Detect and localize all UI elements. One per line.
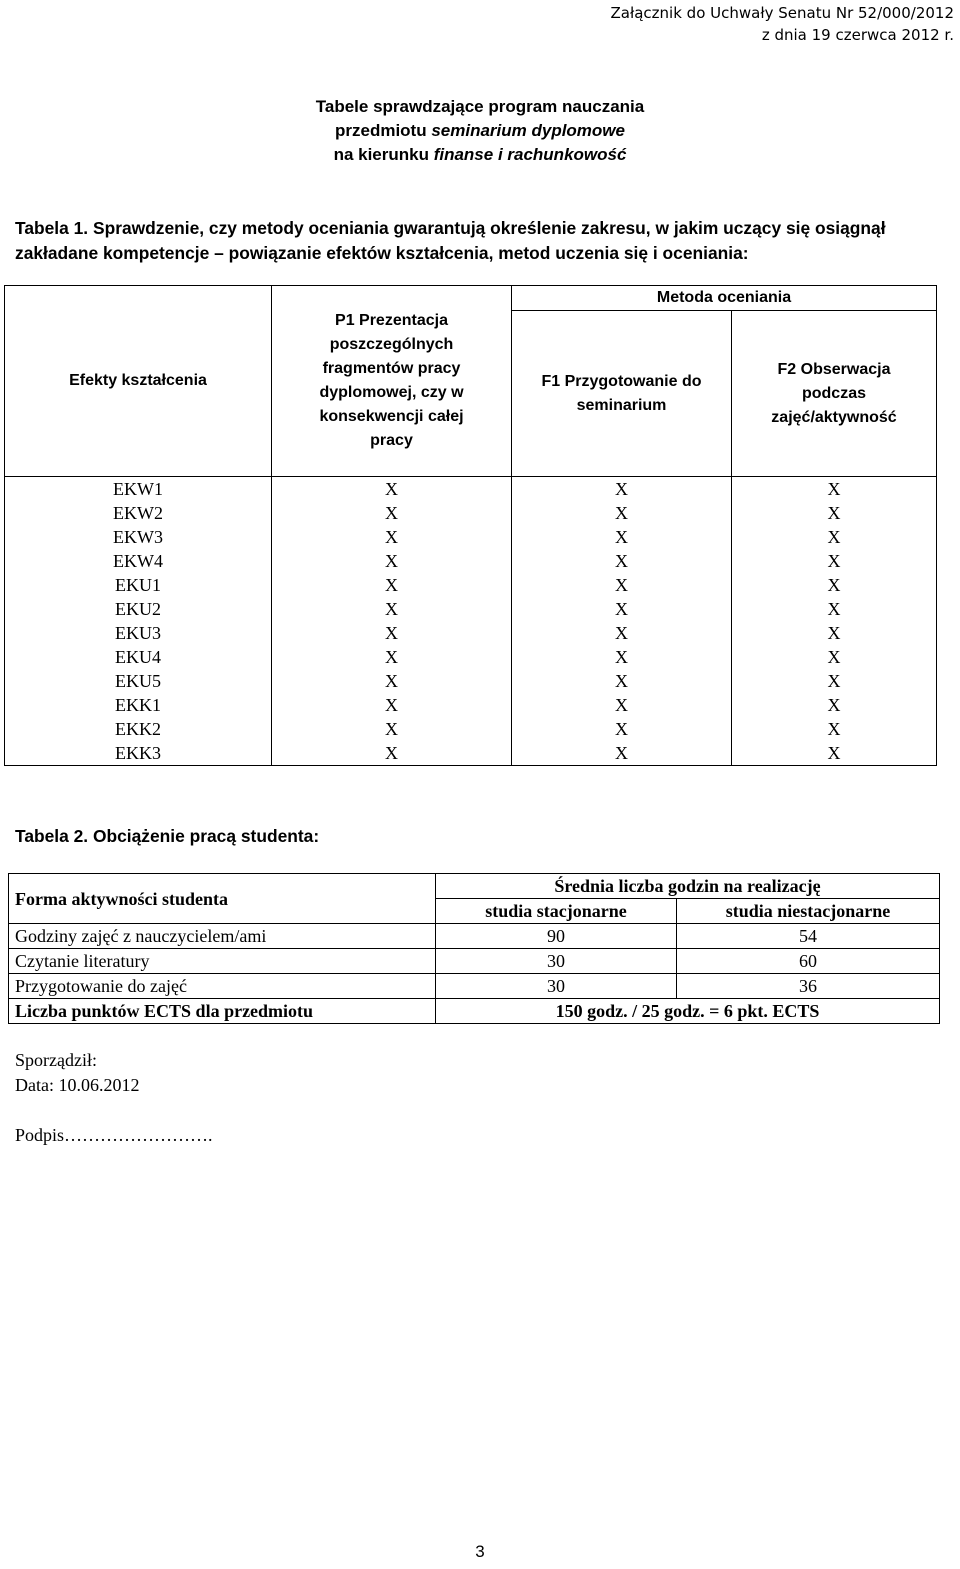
title-line-3 [0,143,960,167]
effect-code-cell: EKU5 [5,669,272,693]
signature-line: Podpis……………………. [15,1125,213,1145]
table-row [5,525,937,549]
table2-caption: Tabela 2. Obciążenie pracą studenta: [15,826,320,846]
activity-cell: Godziny zajęć z nauczycielem/ami [9,924,436,949]
table-row [9,974,940,999]
title-line-2-prefix: przedmiotu [334,121,432,140]
f2-mark-cell: X [732,477,937,502]
effect-code-cell: EKU2 [5,597,272,621]
workload-table [8,873,940,1024]
f1-mark-cell: X [512,645,732,669]
full-time-hours-cell: 30 [436,949,677,974]
f1-mark-cell: X [512,621,732,645]
full-time-hours-cell: 30 [436,974,677,999]
title-line-3-prefix: na kierunku [333,145,434,164]
table-row [5,669,937,693]
ects-label: Liczba punktów ECTS dla przedmiotu [9,999,436,1024]
signature-block [15,1048,213,1148]
table-row [5,621,937,645]
p1-mark-cell: X [272,597,512,621]
f2-mark-cell: X [732,597,937,621]
f1-mark-cell: X [512,477,732,502]
f1-mark-cell: X [512,717,732,741]
f2-mark-cell: X [732,501,937,525]
f2-mark-cell: X [732,549,937,573]
field-of-study: finanse i rachunkowość [433,145,627,164]
subject-name: seminarium dyplomowe [431,121,625,140]
workload-rows [9,924,940,999]
p1-mark-cell: X [272,501,512,525]
effect-code-cell: EKW1 [5,477,272,502]
effect-code-cell: EKU1 [5,573,272,597]
header-p1: P1 Prezentacja poszczególnych fragmentów pracy dyplomowej, czy w konsekwencji całej pracy [272,286,512,477]
f2-mark-cell: X [732,525,937,549]
part-time-hours-cell: 54 [677,924,940,949]
effect-code-cell: EKW2 [5,501,272,525]
table-row [5,501,937,525]
effect-code-cell: EKW3 [5,525,272,549]
p1-mark-cell: X [272,549,512,573]
effect-code-cell: EKK3 [5,741,272,766]
table-row [5,717,937,741]
header-effects: Efekty kształcenia [5,286,272,477]
activity-cell: Czytanie literatury [9,949,436,974]
table-row [5,573,937,597]
p1-mark-cell: X [272,573,512,597]
p1-mark-cell: X [272,621,512,645]
header-f2: F2 Obserwacja podczas zajęć/aktywność [732,311,937,477]
f2-mark-cell: X [732,621,937,645]
table-row [5,645,937,669]
f2-mark-cell: X [732,693,937,717]
document-header [611,2,955,46]
header-part-time: studia niestacjonarne [677,899,940,924]
part-time-hours-cell: 36 [677,974,940,999]
prepared-date: Data: 10.06.2012 [15,1075,140,1095]
table-row [5,477,937,502]
f1-mark-cell: X [512,549,732,573]
header-average-hours: Średnia liczba godzin na realizację [436,874,940,899]
header-activity: Forma aktywności studenta [9,874,436,924]
prepared-by: Sporządził: [15,1050,97,1070]
effect-code-cell: EKU3 [5,621,272,645]
assessment-methods-table [4,285,937,766]
table-row [5,597,937,621]
effect-code-cell: EKU4 [5,645,272,669]
table-row [9,924,940,949]
full-time-hours-cell: 90 [436,924,677,949]
table1-caption-line-1: Tabela 1. Sprawdzenie, czy metody oceniania gwarantują określenie zakresu, w jakim uczący się osiągnął [15,218,886,238]
part-time-hours-cell: 60 [677,949,940,974]
f1-mark-cell: X [512,669,732,693]
table-row [9,949,940,974]
p1-mark-cell: X [272,741,512,766]
table1-caption [15,216,960,266]
p1-mark-cell: X [272,669,512,693]
f2-mark-cell: X [732,645,937,669]
p1-mark-cell: X [272,717,512,741]
table-row [5,741,937,766]
document-title [0,95,960,167]
effect-code-cell: EKW4 [5,549,272,573]
header-f1: F1 Przygotowanie do seminarium [512,311,732,477]
p1-mark-cell: X [272,525,512,549]
effect-code-cell: EKK2 [5,717,272,741]
f1-mark-cell: X [512,693,732,717]
f2-mark-cell: X [732,573,937,597]
f1-mark-cell: X [512,741,732,766]
ects-value: 150 godz. / 25 godz. = 6 pkt. ECTS [436,999,940,1024]
f1-mark-cell: X [512,501,732,525]
p1-mark-cell: X [272,477,512,502]
title-line-2 [0,119,960,143]
page-number: 3 [475,1542,485,1561]
f2-mark-cell: X [732,741,937,766]
activity-cell: Przygotowanie do zajęć [9,974,436,999]
p1-mark-cell: X [272,693,512,717]
f1-mark-cell: X [512,573,732,597]
annex-reference: Załącznik do Uchwały Senatu Nr 52/000/2012 [610,4,954,22]
table-row [5,549,937,573]
f2-mark-cell: X [732,717,937,741]
title-line-1: Tabele sprawdzające program nauczania [315,97,645,116]
annex-date: z dnia 19 czerwca 2012 r. [761,26,954,44]
f1-mark-cell: X [512,525,732,549]
table1-caption-line-2: zakładane kompetencje – powiązanie efektów kształcenia, metod uczenia się i oceniania: [15,243,749,263]
p1-mark-cell: X [272,645,512,669]
header-full-time: studia stacjonarne [436,899,677,924]
header-method-group: Metoda oceniania [512,286,937,311]
assessment-rows [5,477,937,766]
f1-mark-cell: X [512,597,732,621]
table-row [5,693,937,717]
effect-code-cell: EKK1 [5,693,272,717]
f2-mark-cell: X [732,669,937,693]
